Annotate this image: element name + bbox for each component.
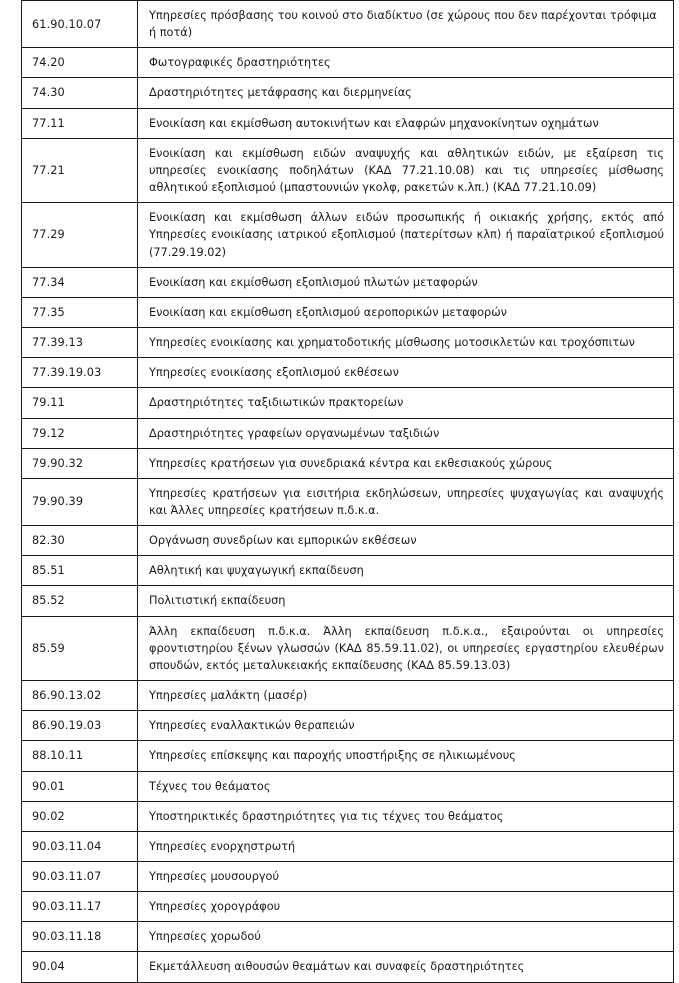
kad-code-cell: 82.30 (22, 526, 138, 556)
table-body (22, 1, 674, 983)
kad-description-cell: Τέχνες του θεάματος (138, 771, 674, 801)
kad-description-cell: Υπηρεσίες μαλάκτη (μασέρ) (138, 681, 674, 711)
kad-code-cell: 79.90.32 (22, 448, 138, 478)
table-row (22, 771, 674, 801)
kad-code-cell: 90.03.11.07 (22, 862, 138, 892)
table-row (22, 862, 674, 892)
table-row (22, 586, 674, 616)
table-row (22, 801, 674, 831)
table-row (22, 358, 674, 388)
kad-code-cell: 61.90.10.07 (22, 1, 138, 48)
kad-description-cell: Υπηρεσίες ενοικίασης εξοπλισμού εκθέσεων (138, 358, 674, 388)
kad-description-cell: Ενοικίαση και εκμίσθωση άλλων ειδών προσωπικής ή οικιακής χρήσης, εκτός από Υπηρεσίες ενοικίασης ιατρικού εξοπλισμού (πατερίτσων κλπ) ή παραϊατρικού εξοπλισμού (77.29.19.02) (138, 203, 674, 267)
table-row (22, 108, 674, 138)
table-row (22, 203, 674, 267)
kad-code-cell: 85.51 (22, 556, 138, 586)
kad-description-cell: Αθλητική και ψυχαγωγική εκπαίδευση (138, 556, 674, 586)
kad-description-cell: Ενοικίαση και εκμίσθωση ειδών αναψυχής και αθλητικών ειδών, με εξαίρεση τις υπηρεσίες ενοικίασης ποδηλάτων (ΚΑΔ 77.21.10.08) και τις υπηρεσίες μίσθωσης αθλητικού εξοπλισμού (μπαστουνιών γκολφ, ρακετών κ.λπ.) (ΚΑΔ 77.21.10.09) (138, 138, 674, 202)
kad-description-cell: Πολιτιστική εκπαίδευση (138, 586, 674, 616)
kad-code-cell: 74.20 (22, 48, 138, 78)
table-row (22, 448, 674, 478)
kad-description-cell: Δραστηριότητες γραφείων οργανωμένων ταξιδιών (138, 418, 674, 448)
table-row (22, 267, 674, 297)
kad-description-cell: Υπηρεσίες εναλλακτικών θεραπειών (138, 711, 674, 741)
kad-code-cell: 77.39.19.03 (22, 358, 138, 388)
table-row (22, 556, 674, 586)
kad-code-cell: 88.10.11 (22, 741, 138, 771)
kad-code-cell: 79.12 (22, 418, 138, 448)
table-row (22, 48, 674, 78)
kad-description-cell: Υπηρεσίες ενοικίασης και χρηματοδοτικής μίσθωσης μοτοσικλετών και τροχόσπιτων (138, 328, 674, 358)
kad-code-cell: 74.30 (22, 78, 138, 108)
kad-code-cell: 90.04 (22, 952, 138, 982)
kad-code-cell: 77.11 (22, 108, 138, 138)
kad-description-cell: Υπηρεσίες χορογράφου (138, 892, 674, 922)
table-row (22, 681, 674, 711)
table-row (22, 418, 674, 448)
kad-description-cell: Ενοικίαση και εκμίσθωση εξοπλισμού πλωτών μεταφορών (138, 267, 674, 297)
kad-description-cell: Φωτογραφικές δραστηριότητες (138, 48, 674, 78)
table-row (22, 831, 674, 861)
kad-code-cell: 77.34 (22, 267, 138, 297)
kad-description-cell: Ενοικίαση και εκμίσθωση εξοπλισμού αεροπορικών μεταφορών (138, 297, 674, 327)
kad-code-cell: 86.90.13.02 (22, 681, 138, 711)
kad-code-cell: 77.39.13 (22, 328, 138, 358)
table-row (22, 892, 674, 922)
kad-description-cell: Δραστηριότητες ταξιδιωτικών πρακτορείων (138, 388, 674, 418)
kad-description-cell: Υπηρεσίες κρατήσεων για συνεδριακά κέντρα και εκθεσιακούς χώρους (138, 448, 674, 478)
kad-code-cell: 90.02 (22, 801, 138, 831)
kad-description-cell: Υπηρεσίες ενορχηστρωτή (138, 831, 674, 861)
table-row (22, 952, 674, 982)
kad-code-cell: 77.21 (22, 138, 138, 202)
table-row (22, 1, 674, 48)
kad-code-cell: 90.01 (22, 771, 138, 801)
kad-code-cell: 77.29 (22, 203, 138, 267)
table-row (22, 741, 674, 771)
kad-code-cell: 90.03.11.18 (22, 922, 138, 952)
kad-description-cell: Οργάνωση συνεδρίων και εμπορικών εκθέσεων (138, 526, 674, 556)
kad-code-cell: 90.03.11.04 (22, 831, 138, 861)
kad-code-cell: 79.11 (22, 388, 138, 418)
table-row (22, 922, 674, 952)
kad-description-cell: Άλλη εκπαίδευση π.δ.κ.α. Άλλη εκπαίδευση π.δ.κ.α., εξαιρούνται οι υπηρεσίες φροντιστηρίου ξένων γλωσσών (ΚΑΔ 85.59.11.02), οι υπηρεσίες εργαστηρίου ελευθέρων σπουδών, εκτός μεταλυκειακής εκπαίδευσης (ΚΑΔ 85.59.13.03) (138, 616, 674, 680)
table-row (22, 78, 674, 108)
kad-code-cell: 85.59 (22, 616, 138, 680)
table-row (22, 711, 674, 741)
kad-description-cell: Υπηρεσίες μουσουργού (138, 862, 674, 892)
kad-code-cell: 90.03.11.17 (22, 892, 138, 922)
table-row (22, 478, 674, 525)
kad-description-cell: Υπηρεσίες πρόσβασης του κοινού στο διαδίκτυο (σε χώρους που δεν παρέχονται τρόφιμα ή ποτά) (138, 1, 674, 48)
kad-activity-code-table (21, 0, 674, 983)
table-row (22, 526, 674, 556)
kad-code-cell: 85.52 (22, 586, 138, 616)
kad-description-cell: Υπηρεσίες χορωδού (138, 922, 674, 952)
kad-description-cell: Υπηρεσίες κρατήσεων για εισιτήρια εκδηλώσεων, υπηρεσίες ψυχαγωγίας και αναψυχής και Άλλες υπηρεσίες κρατήσεων π.δ.κ.α. (138, 478, 674, 525)
kad-description-cell: Δραστηριότητες μετάφρασης και διερμηνείας (138, 78, 674, 108)
kad-table-container (21, 0, 673, 983)
table-row (22, 388, 674, 418)
kad-code-cell: 86.90.19.03 (22, 711, 138, 741)
kad-description-cell: Εκμετάλλευση αιθουσών θεαμάτων και συναφείς δραστηριότητες (138, 952, 674, 982)
table-row (22, 328, 674, 358)
table-row (22, 297, 674, 327)
kad-code-cell: 77.35 (22, 297, 138, 327)
kad-code-cell: 79.90.39 (22, 478, 138, 525)
kad-description-cell: Υποστηρικτικές δραστηριότητες για τις τέχνες του θεάματος (138, 801, 674, 831)
table-row (22, 138, 674, 202)
kad-description-cell: Ενοικίαση και εκμίσθωση αυτοκινήτων και ελαφρών μηχανοκίνητων οχημάτων (138, 108, 674, 138)
kad-description-cell: Υπηρεσίες επίσκεψης και παροχής υποστήριξης σε ηλικιωμένους (138, 741, 674, 771)
table-row (22, 616, 674, 680)
